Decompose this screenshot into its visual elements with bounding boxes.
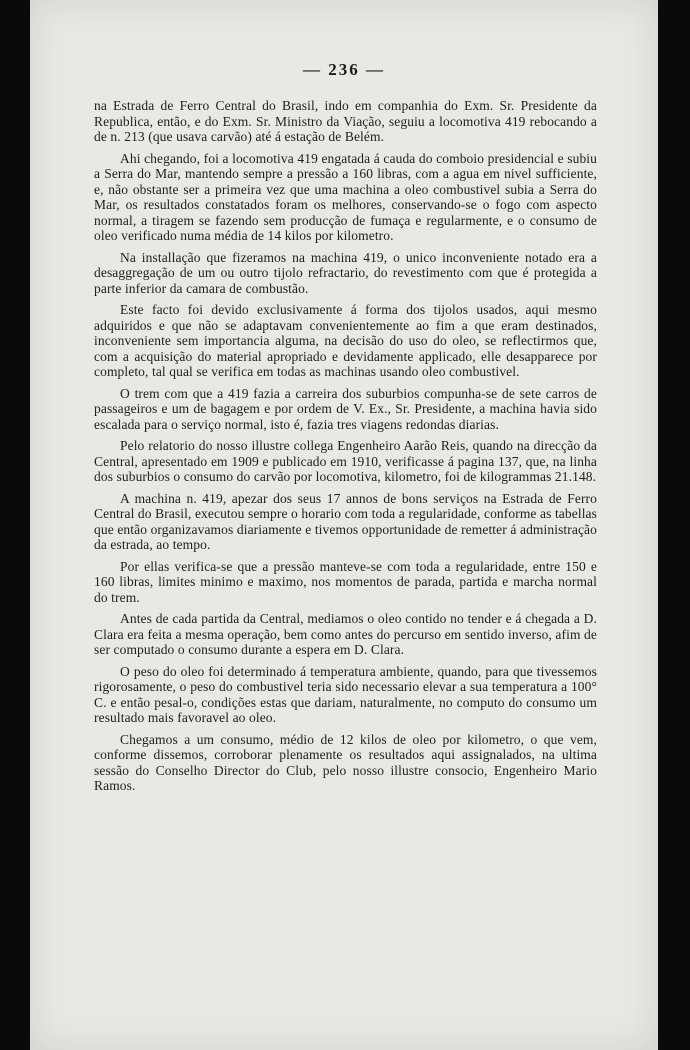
paragraph: Na installação que fizeramos na machina 419, o unico inconveniente notado era a desaggregação de um ou outro tijolo refractario, do revestimento com que é protegida a parte inferior da camara de combustão.: [94, 249, 597, 296]
paragraph: Chegamos a um consumo, médio de 12 kilos de oleo por kilometro, o que vem, conforme dissemos, corroborar plenamente os resultados aqui assignalados, na ultima sessão do Conselho Director do Club, pelo nosso illustre consocio, Engenheiro Mario Ramos.: [94, 731, 597, 793]
document-page: [30, 0, 658, 1050]
paragraph: O trem com que a 419 fazia a carreira dos suburbios compunha-se de sete carros de passageiros e um de bagagem e por ordem de V. Ex., Sr. Presidente, a machina havia sido escalada para o serviço normal, isto é, fazia tres viagens redondas diarias.: [94, 385, 597, 432]
paragraph: na Estrada de Ferro Central do Brasil, indo em companhia do Exm. Sr. Presidente da Republica, então, e do Exm. Sr. Ministro da Viação, seguiu a locomotiva 419 rebocando a de n. 213 (que usava carvão) até á estação de Belém.: [94, 98, 597, 144]
page-number: — 236 —: [303, 60, 385, 79]
paragraph: Antes de cada partida da Central, mediamos o oleo contido no tender e á chegada a D. Clara era feita a mesma operação, bem como antes do percurso em sentido inverso, afim de ser computado o consumo durante a espera em D. Clara.: [94, 611, 597, 657]
paragraph: O peso do oleo foi determinado á temperatura ambiente, quando, para que tivessemos rigorosamente, o peso do combustivel teria sido necessario elevar a sua temperatura a 100° C. e então pesal-o, condições estas que dariam, naturalmente, no computo do consumo um resultado mais favoravel ao oleo.: [94, 663, 597, 725]
paragraph: Pelo relatorio do nosso illustre collega Engenheiro Aarão Reis, quando na direcção da Central, apresentado em 1909 e publicado em 1910, verificasse á pagina 137, que, na linha dos suburbios o consumo do carvão por locomotiva, kilometro, foi de kilogrammas 21.148.: [94, 438, 597, 484]
paragraph: Por ellas verifica-se que a pressão manteve-se com toda a regularidade, entre 150 e 160 libras, limites minimo e maximo, nos momentos de parada, partida e marcha normal do trem.: [94, 558, 597, 605]
paragraph: Este facto foi devido exclusivamente á forma dos tijolos usados, aqui mesmo adquiridos e que não se adaptavam convenientemente ao fim a que eram destinados, inconveniente sem importancia alguma, na decisão do uso do oleo, se reflectirmos que, com a acquisição do material apropriado e devidamente applicado, elle desapparece por completo, tal qual se verifica em todas as machinas usando oleo combustivel.: [94, 302, 597, 379]
paragraph: Ahi chegando, foi a locomotiva 419 engatada á cauda do comboio presidencial e subiu a Serra do Mar, mantendo sempre a pressão a 160 libras, com a agua em nivel sufficiente, e, não obstante ser a primeira vez que uma machina a oleo combustivel subia a Serra do Mar, os resultados constatados foram os melhores, conservando-se o fogo com aspecto normal, a tiragem se fazendo sem producção de fumaça e regularmente, e o consumo de oleo verificado numa média de 14 kilos por kilometro.: [94, 150, 597, 243]
body-text: [94, 98, 597, 800]
paragraph: A machina n. 419, apezar dos seus 17 annos de bons serviços na Estrada de Ferro Central do Brasil, executou sempre o horario com toda a regularidade, conforme as tabellas que então organizavamos diariamente e tivemos opportunidade de remetter á administração da estrada, ao tempo.: [94, 490, 597, 552]
